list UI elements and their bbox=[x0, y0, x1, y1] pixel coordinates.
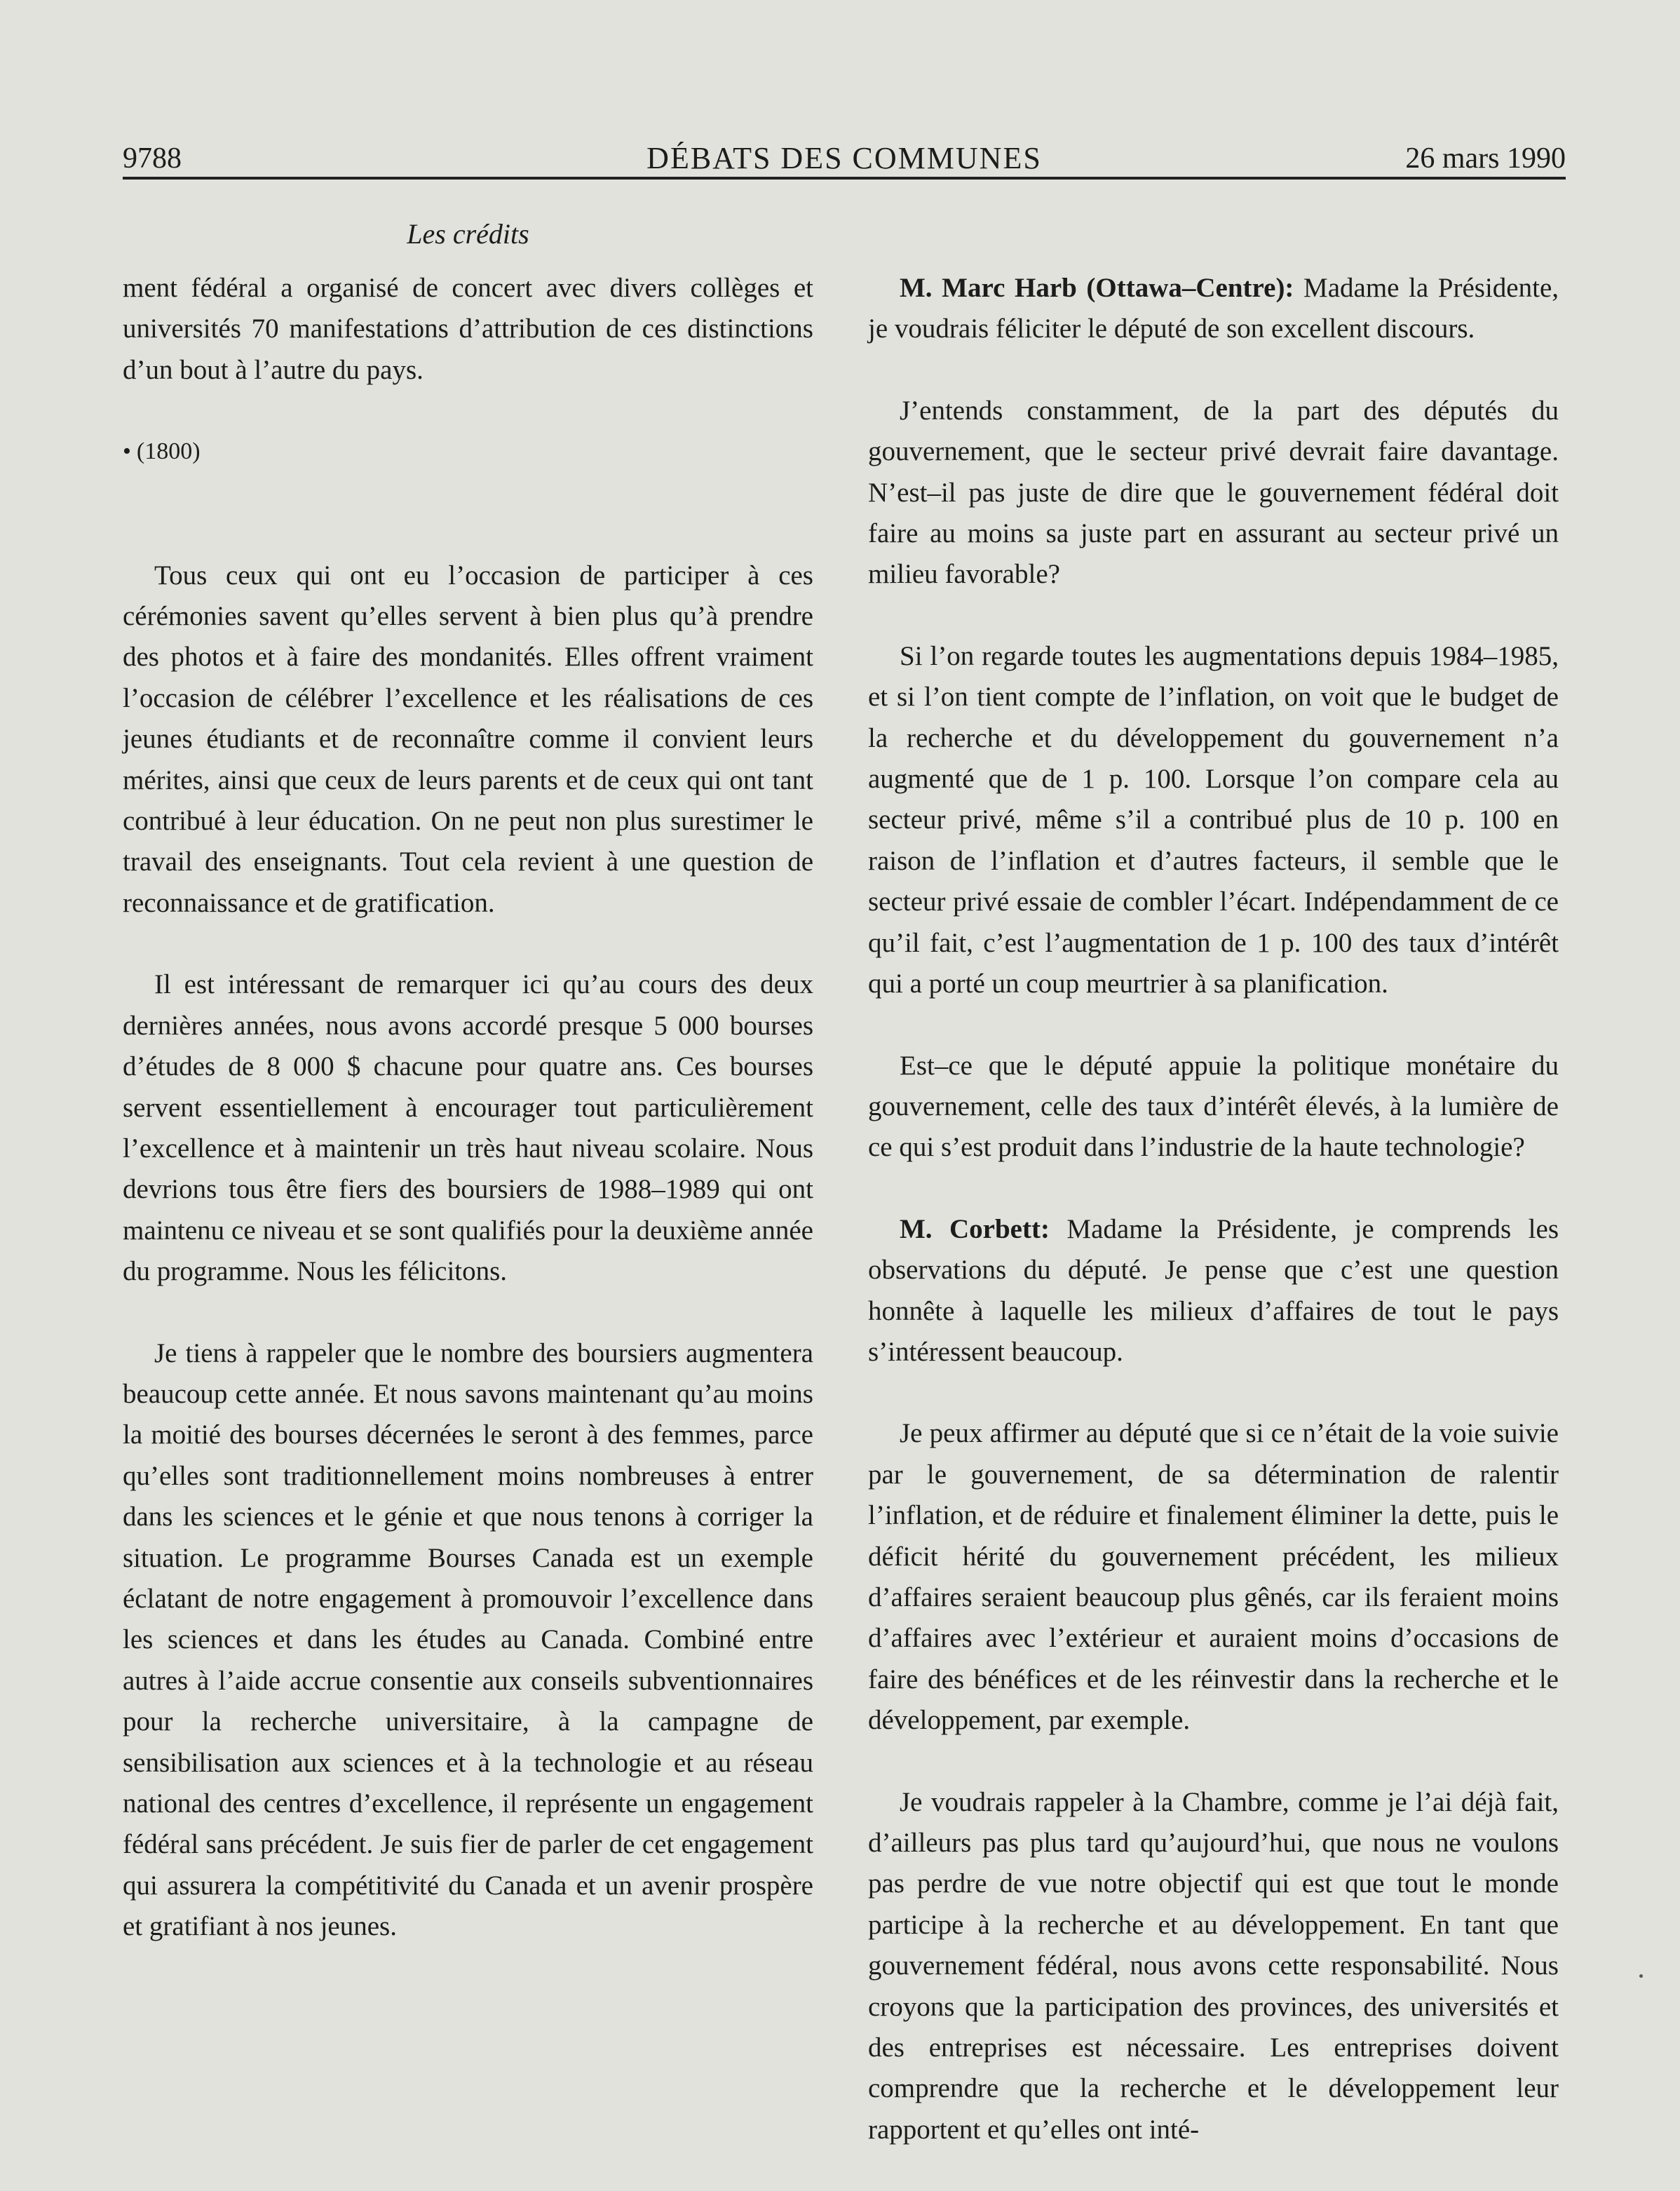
speaker-paragraph bbox=[868, 1209, 1559, 1373]
speaker-name: M. Marc Harb (Ottawa–Centre): bbox=[900, 273, 1294, 303]
speaker-text: Madame la Présidente, je comprends les observations du député. Je pense que c’est une question honnête à laquelle les milieux d’affaires de tout le pays s’intéressent beaucoup. bbox=[868, 1213, 1559, 1367]
timestamp-bullet: • bbox=[123, 438, 131, 465]
speaker-paragraph bbox=[868, 268, 1559, 350]
running-header bbox=[123, 137, 1566, 180]
paragraph: Je peux affirmer au député que si ce n’était de la voie suivie par le gouvernement, de sa détermination de ralentir l’inflation, et de réduire et finalement éliminer la dette, puis le déficit hérité du gouvernement précédent, les milieux d’affaires seraient beaucoup plus gênés, car ils feraient moins d’affaires avec l’extérieur et auraient moins d’occasions de faire des bénéfices et de les réinvestir dans la recherche et le développement, par exemple. bbox=[868, 1418, 1559, 1736]
right-column bbox=[868, 268, 1559, 2191]
journal-title: DÉBATS DES COMMUNES bbox=[646, 141, 1042, 175]
header-date: 26 mars 1990 bbox=[1405, 142, 1566, 175]
scan-speck bbox=[1639, 1974, 1643, 1978]
paragraph: Est–ce que le député appuie la politique monétaire du gouvernement, celle des taux d’intérêt élevés, à la lumière de ce qui s’est produit dans l’industrie de la haute technologie? bbox=[868, 1050, 1559, 1163]
speaker-name: M. Corbett: bbox=[900, 1213, 1050, 1244]
page-number: 9788 bbox=[123, 142, 182, 175]
paragraph: J’entends constamment, de la part des députés du gouvernement, que le secteur privé devrait faire davantage. N’est–il pas juste de dire que le gouvernement fédéral doit faire au moins sa juste part en assurant au secteur privé un milieu favorable? bbox=[868, 395, 1559, 590]
paragraph: Si l’on regarde toutes les augmentations depuis 1984–1985, et si l’on tient compte de l’inflation, on voit que le budget de la recherche et du développement du gouvernement n’a augmenté que de 1 p. 100. Lorsque l’on compare cela au secteur privé, même s’il a contribué plus de 10 p. 100 en raison de l’inflation et d’autres facteurs, il semble que le secteur privé essaie de combler l’écart. Indépendamment de ce qu’il fait, c’est l’augmentation de 1 p. 100 des taux d’intérêt qui a porté un coup meurtrier à sa planification. bbox=[868, 640, 1559, 999]
paragraph: Il est intéressant de remarquer ici qu’au cours des deux dernières années, nous avons accordé presque 5 000 bourses d’études de 8 000 $ chacune pour quatre ans. Ces bourses servent essentiellement à encourager tout particulièrement l’excellence et à maintenir un très haut niveau scolaire. Nous devrions tous être fiers des boursiers de 1988–1989 qui ont maintenu ce niveau et se sont qualifiés pour la deuxième année du programme. Nous les félicitons. bbox=[123, 969, 813, 1287]
left-column bbox=[123, 268, 813, 1988]
timestamp bbox=[123, 431, 813, 472]
paragraph-continuation: ment fédéral a organisé de concert avec divers collèges et universités 70 manifestations d’attribution de ces distinctions d’un bout à l’autre du pays. bbox=[123, 273, 813, 385]
header-rule bbox=[123, 177, 1566, 180]
paragraph: Je voudrais rappeler à la Chambre, comme je l’ai déjà fait, d’ailleurs pas plus tard qu’aujourd’hui, que nous ne voulons pas perdre de vue notre objectif qui est que tout le monde participe à la recherche et au développement. En tant que gouvernement fédéral, nous avons cette responsabilité. Nous croyons que la participation des provinces, des universités et des entreprises est nécessaire. Les entreprises doivent comprendre que la recherche et le développement leur rapportent et qu’elles ont inté- bbox=[868, 1786, 1559, 2145]
timestamp-text: (1800) bbox=[136, 438, 201, 465]
section-label: Les crédits bbox=[407, 218, 529, 250]
speaker-text: Madame la Présidente, je voudrais féliciter le député de son excellent discours. bbox=[868, 273, 1559, 344]
paragraph: Tous ceux qui ont eu l’occasion de participer à ces cérémonies savent qu’elles servent à bien plus qu’à prendre des photos et à faire des mondanités. Elles offrent vraiment l’occasion de célébrer l’excellence et les réalisations de ces jeunes étudiants et de reconnaître comme il convient leurs mérites, ainsi que ceux de leurs parents et de ceux qui ont tant contribué à leur éducation. On ne peut non plus surestimer le travail des enseignants. Tout cela revient à une question de reconnaissance et de gratification. bbox=[123, 560, 813, 918]
paragraph: Je tiens à rappeler que le nombre des boursiers augmentera beaucoup cette année. Et nous savons maintenant qu’au moins la moitié des bourses décernées le seront à des femmes, parce qu’elles sont traditionnellement moins nombreuses à entrer dans les sciences et le génie et que nous tenons à corriger la situation. Le programme Bourses Canada est un exemple éclatant de notre engagement à promouvoir l’excellence dans les sciences et dans les études au Canada. Combiné entre autres à l’aide accrue consentie aux conseils subventionnaires pour la recherche universitaire, à la campagne de sensibilisation aux sciences et à la technologie et au réseau national des centres d’excellence, il représente un engagement fédéral sans précédent. Je suis fier de parler de cet engagement qui assurera la compétitivité du Canada et un avenir prospère et gratifiant à nos jeunes. bbox=[123, 1337, 813, 1942]
